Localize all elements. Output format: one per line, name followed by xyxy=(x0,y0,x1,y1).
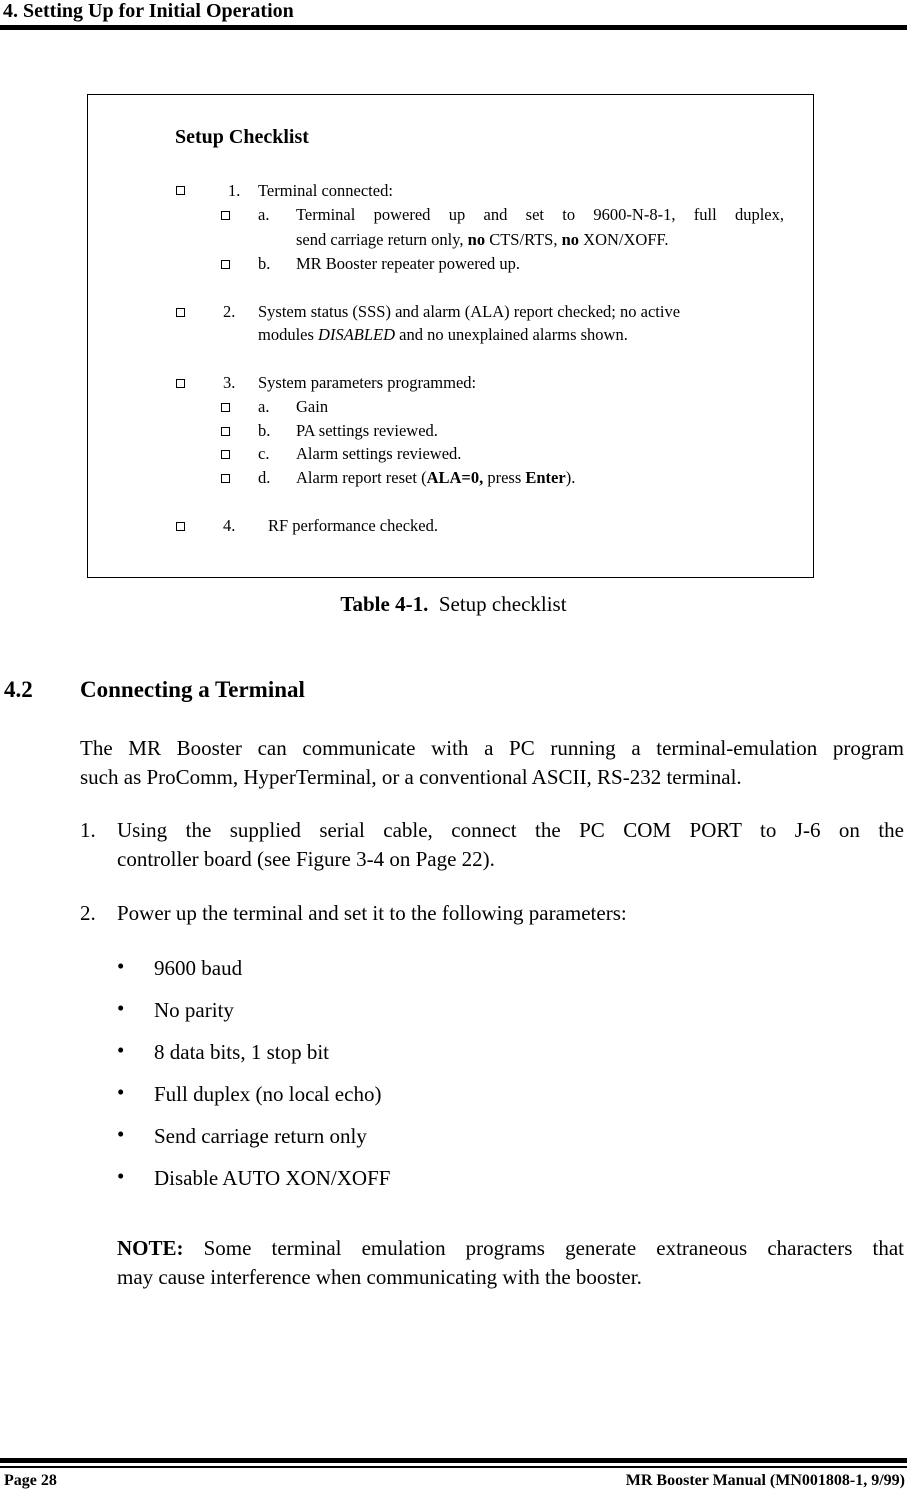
note-paragraph-line: may cause interference when communicating with the booster. xyxy=(117,1265,642,1289)
checklist-subitem-letter: c. xyxy=(258,444,270,463)
step-number: 2. xyxy=(80,901,96,925)
step-text: Power up the terminal and set it to the following parameters: xyxy=(117,901,627,925)
checklist-subitem-letter: a. xyxy=(258,397,270,416)
checkbox-icon[interactable] xyxy=(176,308,185,317)
page-header-title: 4. Setting Up for Initial Operation xyxy=(3,0,294,22)
checklist-item-number: 1. xyxy=(228,181,241,200)
list-item: Send carriage return only xyxy=(154,1124,367,1148)
checklist-item-text: Terminal connected: xyxy=(258,181,393,200)
intro-paragraph-line: The MR Booster can communicate with a PC running a terminal-emulation program xyxy=(80,736,904,760)
footer-rule xyxy=(0,1458,907,1463)
step-number: 1. xyxy=(80,818,96,842)
checkbox-icon[interactable] xyxy=(176,186,185,195)
checklist-subitem-letter: b. xyxy=(258,254,271,273)
checkbox-icon[interactable] xyxy=(221,450,230,459)
checklist-item-number: 2. xyxy=(223,302,236,321)
checklist-subitem-text-continued: send carriage return only, no CTS/RTS, no XON/XOFF. xyxy=(296,230,669,249)
checklist-item-text: System parameters programmed: xyxy=(258,373,477,392)
checklist-item-number: 4. xyxy=(223,516,236,535)
checkbox-icon[interactable] xyxy=(221,211,230,220)
checklist-subitem-letter: a. xyxy=(258,205,270,224)
section-number: 4.2 xyxy=(4,677,33,702)
checklist-item-number: 3. xyxy=(223,373,236,392)
list-item: No parity xyxy=(154,998,234,1022)
checkbox-icon[interactable] xyxy=(176,522,185,531)
page-number: Page 28 xyxy=(4,1472,57,1489)
checklist-subitem-text: Alarm settings reviewed. xyxy=(296,444,462,463)
checkbox-icon[interactable] xyxy=(221,474,230,483)
list-item: Full duplex (no local echo) xyxy=(154,1082,382,1106)
checkbox-icon[interactable] xyxy=(221,403,230,412)
step-text: Using the supplied serial cable, connect the PC COM PORT to J-6 on the xyxy=(117,818,904,842)
bullet-icon: • xyxy=(117,1122,125,1146)
checklist-subitem-text: Gain xyxy=(296,397,329,416)
table-caption: Table 4-1. Setup checklist xyxy=(340,592,567,616)
checkbox-icon[interactable] xyxy=(221,260,230,269)
checklist-title: Setup Checklist xyxy=(175,126,309,148)
checklist-subitem-text: Alarm report reset (ALA=0, press Enter). xyxy=(296,468,576,487)
checklist-subitem-letter: b. xyxy=(258,421,271,440)
checklist-subitem-text: PA settings reviewed. xyxy=(296,421,438,440)
header-rule xyxy=(0,25,907,30)
list-item: 8 data bits, 1 stop bit xyxy=(154,1040,329,1064)
list-item: Disable AUTO XON/XOFF xyxy=(154,1166,391,1190)
bullet-icon: • xyxy=(117,1164,125,1188)
bullet-icon: • xyxy=(117,1038,125,1062)
bullet-icon: • xyxy=(117,954,125,978)
checklist-item-text: RF performance checked. xyxy=(268,516,438,535)
bullet-icon: • xyxy=(117,1080,125,1104)
checklist-item-text-continued: modules DISABLED and no unexplained alarms shown. xyxy=(258,325,628,344)
intro-paragraph-line: such as ProComm, HyperTerminal, or a conventional ASCII, RS-232 terminal. xyxy=(80,765,742,789)
section-title: Connecting a Terminal xyxy=(80,677,305,702)
checklist-subitem-text: Terminal powered up and set to 9600-N-8-1, full duplex, xyxy=(296,205,784,224)
checkbox-icon[interactable] xyxy=(221,427,230,436)
note-paragraph-line: NOTE: Some terminal emulation programs generate extraneous characters that xyxy=(117,1236,904,1260)
footer-rule-thin xyxy=(0,1466,907,1468)
checklist-subitem-letter: d. xyxy=(258,468,271,487)
manual-reference: MR Booster Manual (MN001808-1, 9/99) xyxy=(625,1472,905,1489)
bullet-icon: • xyxy=(117,996,125,1020)
list-item: 9600 baud xyxy=(154,956,243,980)
checkbox-icon[interactable] xyxy=(176,379,185,388)
checklist-item-text: System status (SSS) and alarm (ALA) report checked; no active xyxy=(258,302,681,321)
checklist-subitem-text: MR Booster repeater powered up. xyxy=(296,254,521,273)
step-text-continued: controller board (see Figure 3-4 on Page 22). xyxy=(117,847,495,871)
